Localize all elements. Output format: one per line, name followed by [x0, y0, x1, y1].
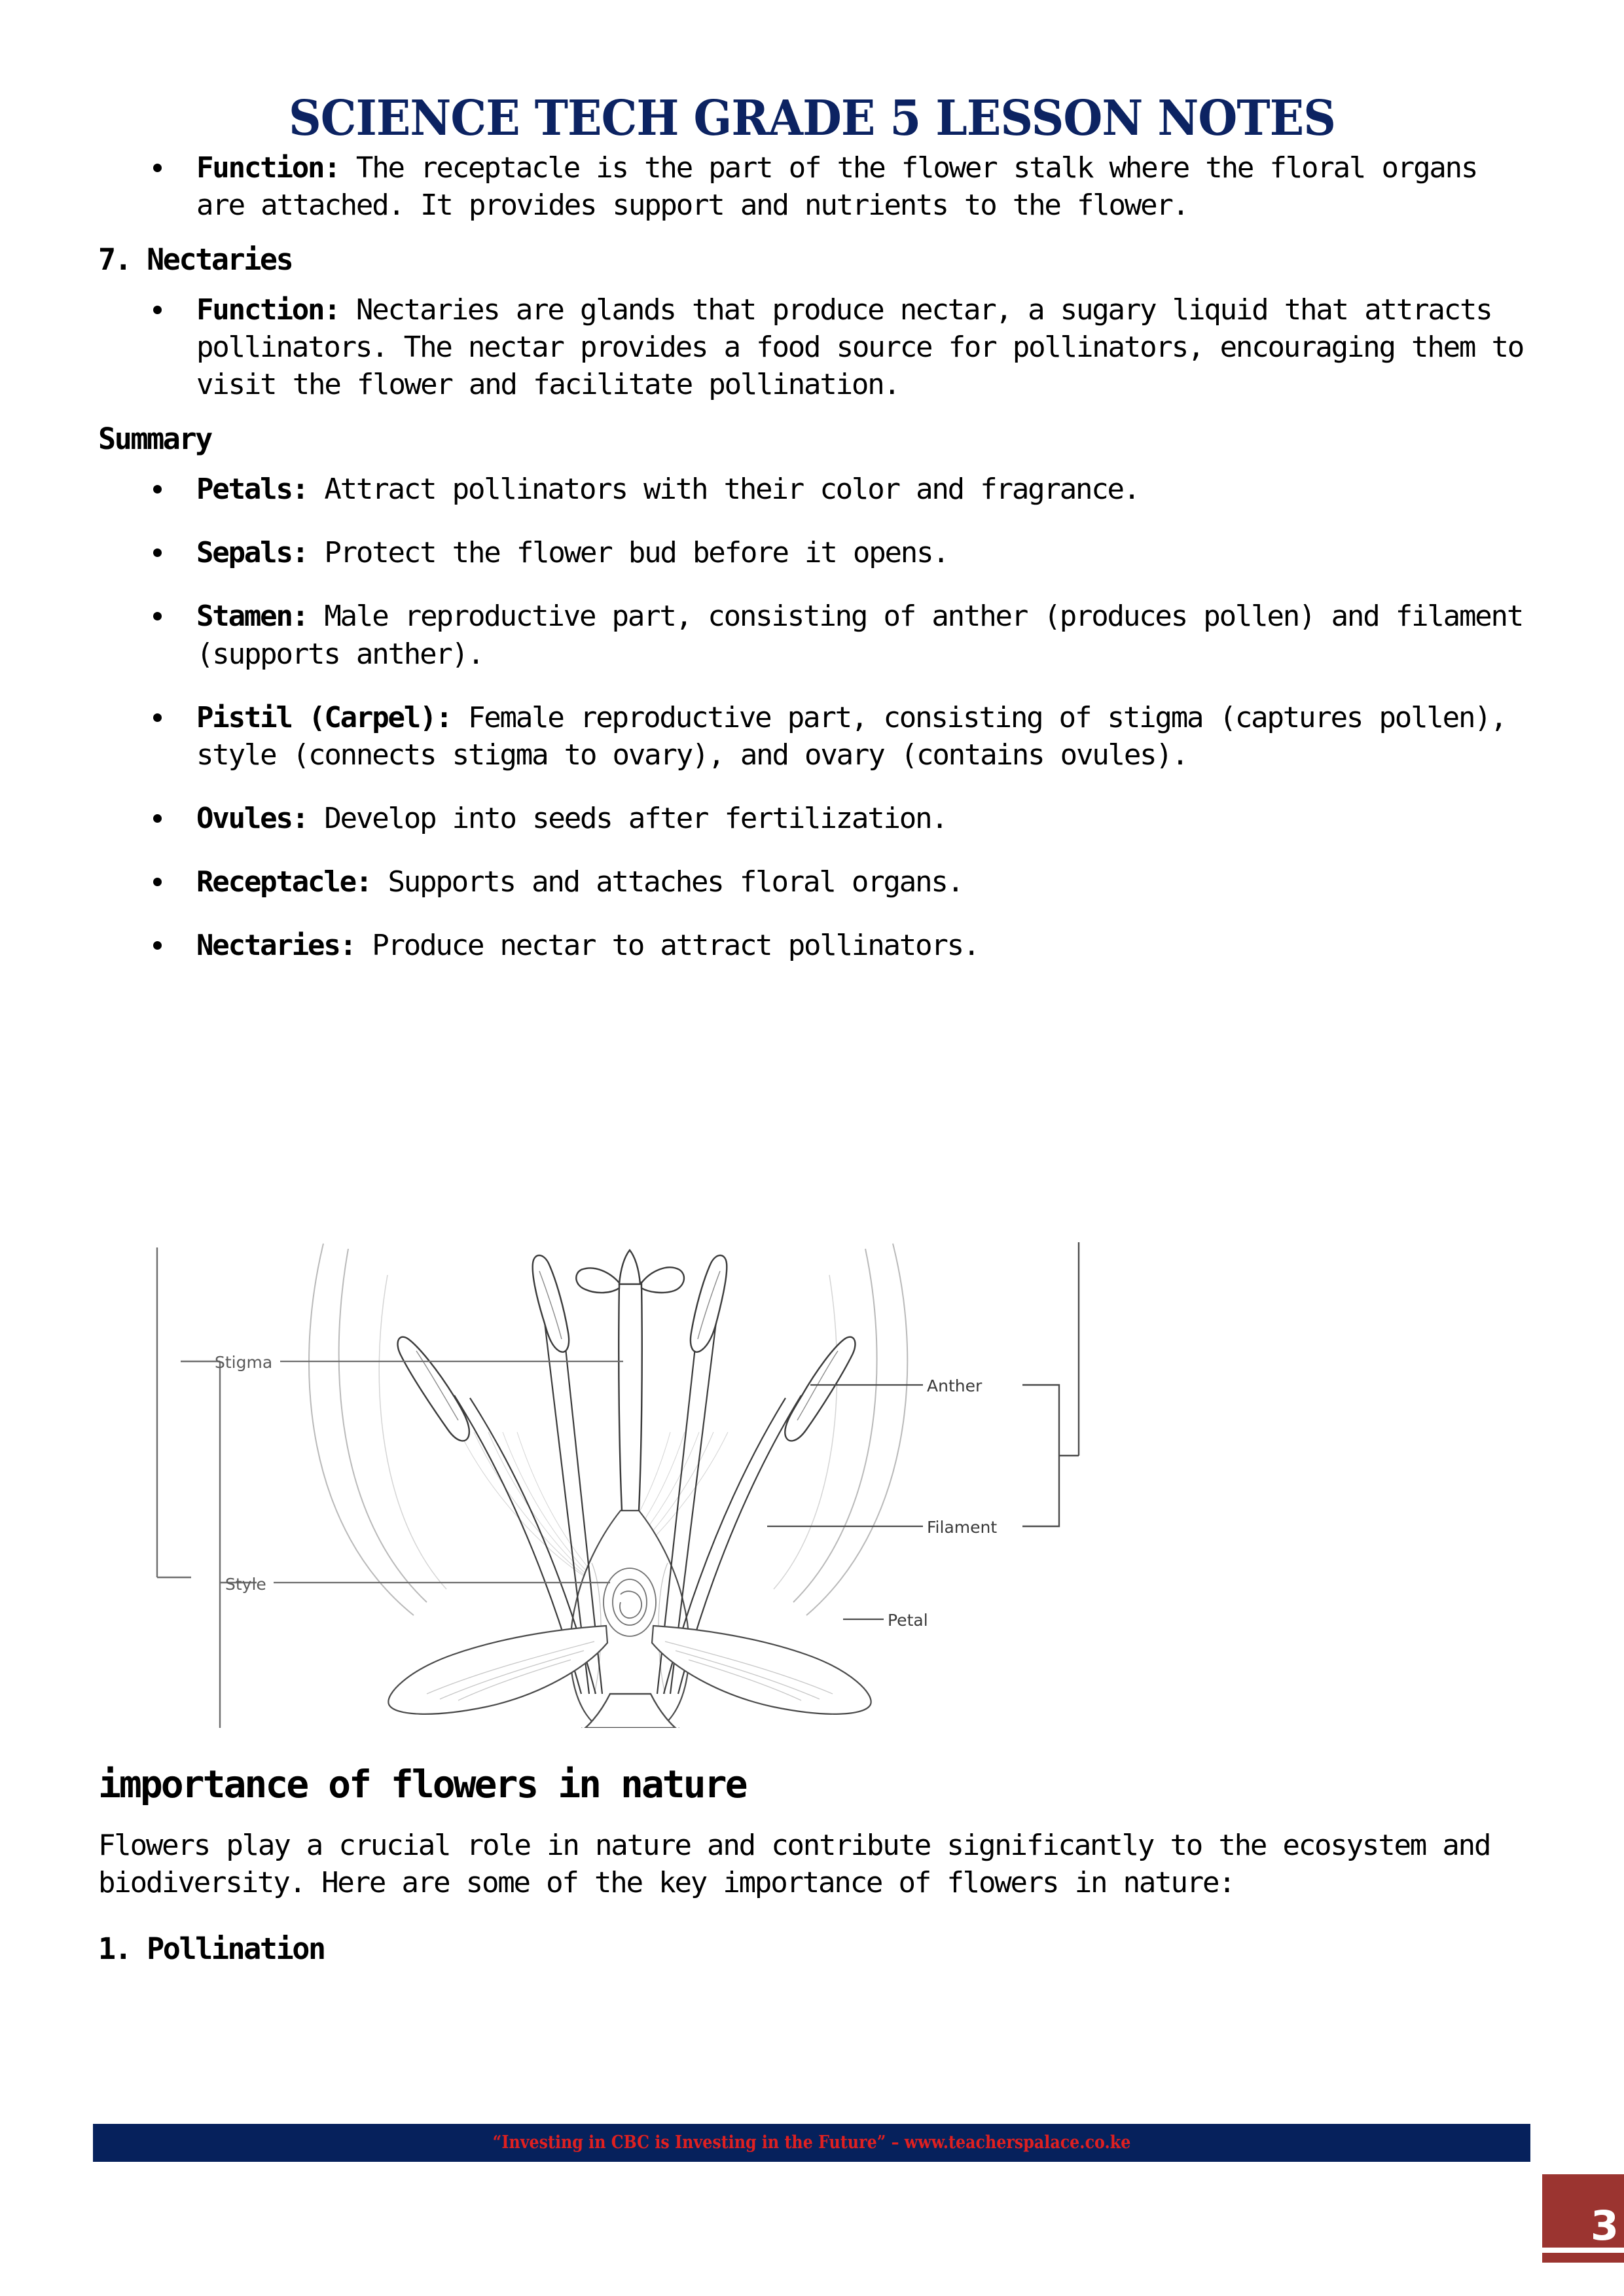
bullet-separator: : — [339, 929, 355, 963]
page-number: 3 — [1590, 2202, 1619, 2250]
bullet-label: Stamen — [196, 600, 292, 634]
list-item — [98, 534, 1532, 571]
section-heading-nectaries: 7. Nectaries — [98, 242, 293, 278]
page-title: SCIENCE TECH GRADE 5 LESSON NOTES — [288, 90, 1336, 147]
footer-banner — [93, 2124, 1530, 2162]
bullet-separator: : — [291, 472, 308, 506]
section-subheading-pollination: 1. Pollination — [98, 1931, 325, 1966]
receptacle-function-list — [98, 149, 1532, 224]
bullet-text: The receptacle is the part of the flower stalk where the floral organs are attached. It provides support and nutrients to the flower. — [196, 151, 1477, 223]
diagram-label-petal: Petal — [888, 1611, 928, 1630]
importance-intro-paragraph: Flowers play a crucial role in nature and contribute significantly to the ecosystem and biodiversity. Here are some of the key importance of flowers in nature: — [98, 1828, 1490, 1899]
bullet-label: Function — [196, 151, 324, 185]
bullet-separator: : — [291, 802, 308, 836]
bullet-text: Develop into seeds after fertilization. — [308, 802, 947, 836]
bullet-dot-icon — [153, 485, 162, 493]
bullet-separator: : — [323, 151, 340, 185]
list-item — [98, 471, 1532, 508]
bullet-separator: : — [291, 600, 308, 634]
bullet-separator: : — [291, 536, 308, 570]
bullet-label: Sepals — [196, 536, 292, 570]
bullet-dot-icon — [153, 612, 162, 620]
bullet-label: Pistil (Carpel) — [196, 700, 436, 734]
bullet-label: Nectaries — [196, 929, 340, 963]
list-item — [98, 291, 1532, 404]
bullet-separator: : — [323, 293, 340, 327]
bullet-dot-icon — [153, 941, 162, 950]
bullet-separator: : — [355, 865, 372, 899]
bullet-dot-icon — [153, 713, 162, 722]
bullet-text: Male reproductive part, consisting of anther (produces pollen) and filament (supports anther). — [196, 600, 1523, 671]
bullet-dot-icon — [153, 878, 162, 886]
footer-text: “Investing in CBC is Investing in the Future” – www.teacherspalace.co.ke — [492, 2132, 1131, 2153]
list-item — [98, 863, 1532, 901]
flower-anatomy-diagram — [152, 1236, 1108, 1728]
list-item — [98, 800, 1532, 837]
importance-section — [98, 1761, 1532, 1980]
bullet-dot-icon — [153, 164, 162, 172]
diagram-label-anther: Anther — [927, 1376, 983, 1395]
bullet-text: Female reproductive part, consisting of stigma (captures pollen), style (connects stigma to ovary), and ovary (contains ovules). — [196, 700, 1506, 772]
section-heading-summary: Summary — [98, 422, 211, 457]
bullet-label: Function — [196, 293, 324, 327]
page-badge-underbar — [1542, 2253, 1624, 2263]
list-item — [98, 699, 1532, 774]
document-body — [98, 149, 1532, 991]
bullet-text: Attract pollinators with their color and fragrance. — [308, 472, 1140, 506]
bullet-text: Supports and attaches floral organs. — [371, 865, 963, 899]
list-item — [98, 149, 1532, 224]
bullet-label: Ovules — [196, 802, 292, 836]
bullet-label: Petals — [196, 472, 292, 506]
bullet-separator: : — [435, 700, 452, 734]
bullet-text: Produce nectar to attract pollinators. — [355, 929, 979, 963]
section-heading-importance: importance of flowers in nature — [98, 1762, 746, 1806]
list-item — [98, 927, 1532, 964]
page-number-badge — [1542, 2174, 1624, 2296]
diagram-label-style: Style — [225, 1575, 266, 1594]
bullet-dot-icon — [153, 548, 162, 557]
list-item — [98, 598, 1532, 672]
diagram-label-stigma: Stigma — [215, 1353, 273, 1372]
page-badge-box — [1542, 2174, 1624, 2248]
nectaries-function-list — [98, 291, 1532, 404]
bullet-dot-icon — [153, 306, 162, 314]
diagram-label-filament: Filament — [927, 1518, 998, 1537]
bullet-label: Receptacle — [196, 865, 355, 899]
bullet-dot-icon — [153, 814, 162, 823]
summary-list — [98, 471, 1532, 965]
bullet-text: Nectaries are glands that produce nectar, a sugary liquid that attracts pollinators. The nectar provides a food source for pollinators, encouraging them to visit the flower and facilitate pollination. — [196, 293, 1524, 402]
bullet-text: Protect the flower bud before it opens. — [308, 536, 948, 570]
